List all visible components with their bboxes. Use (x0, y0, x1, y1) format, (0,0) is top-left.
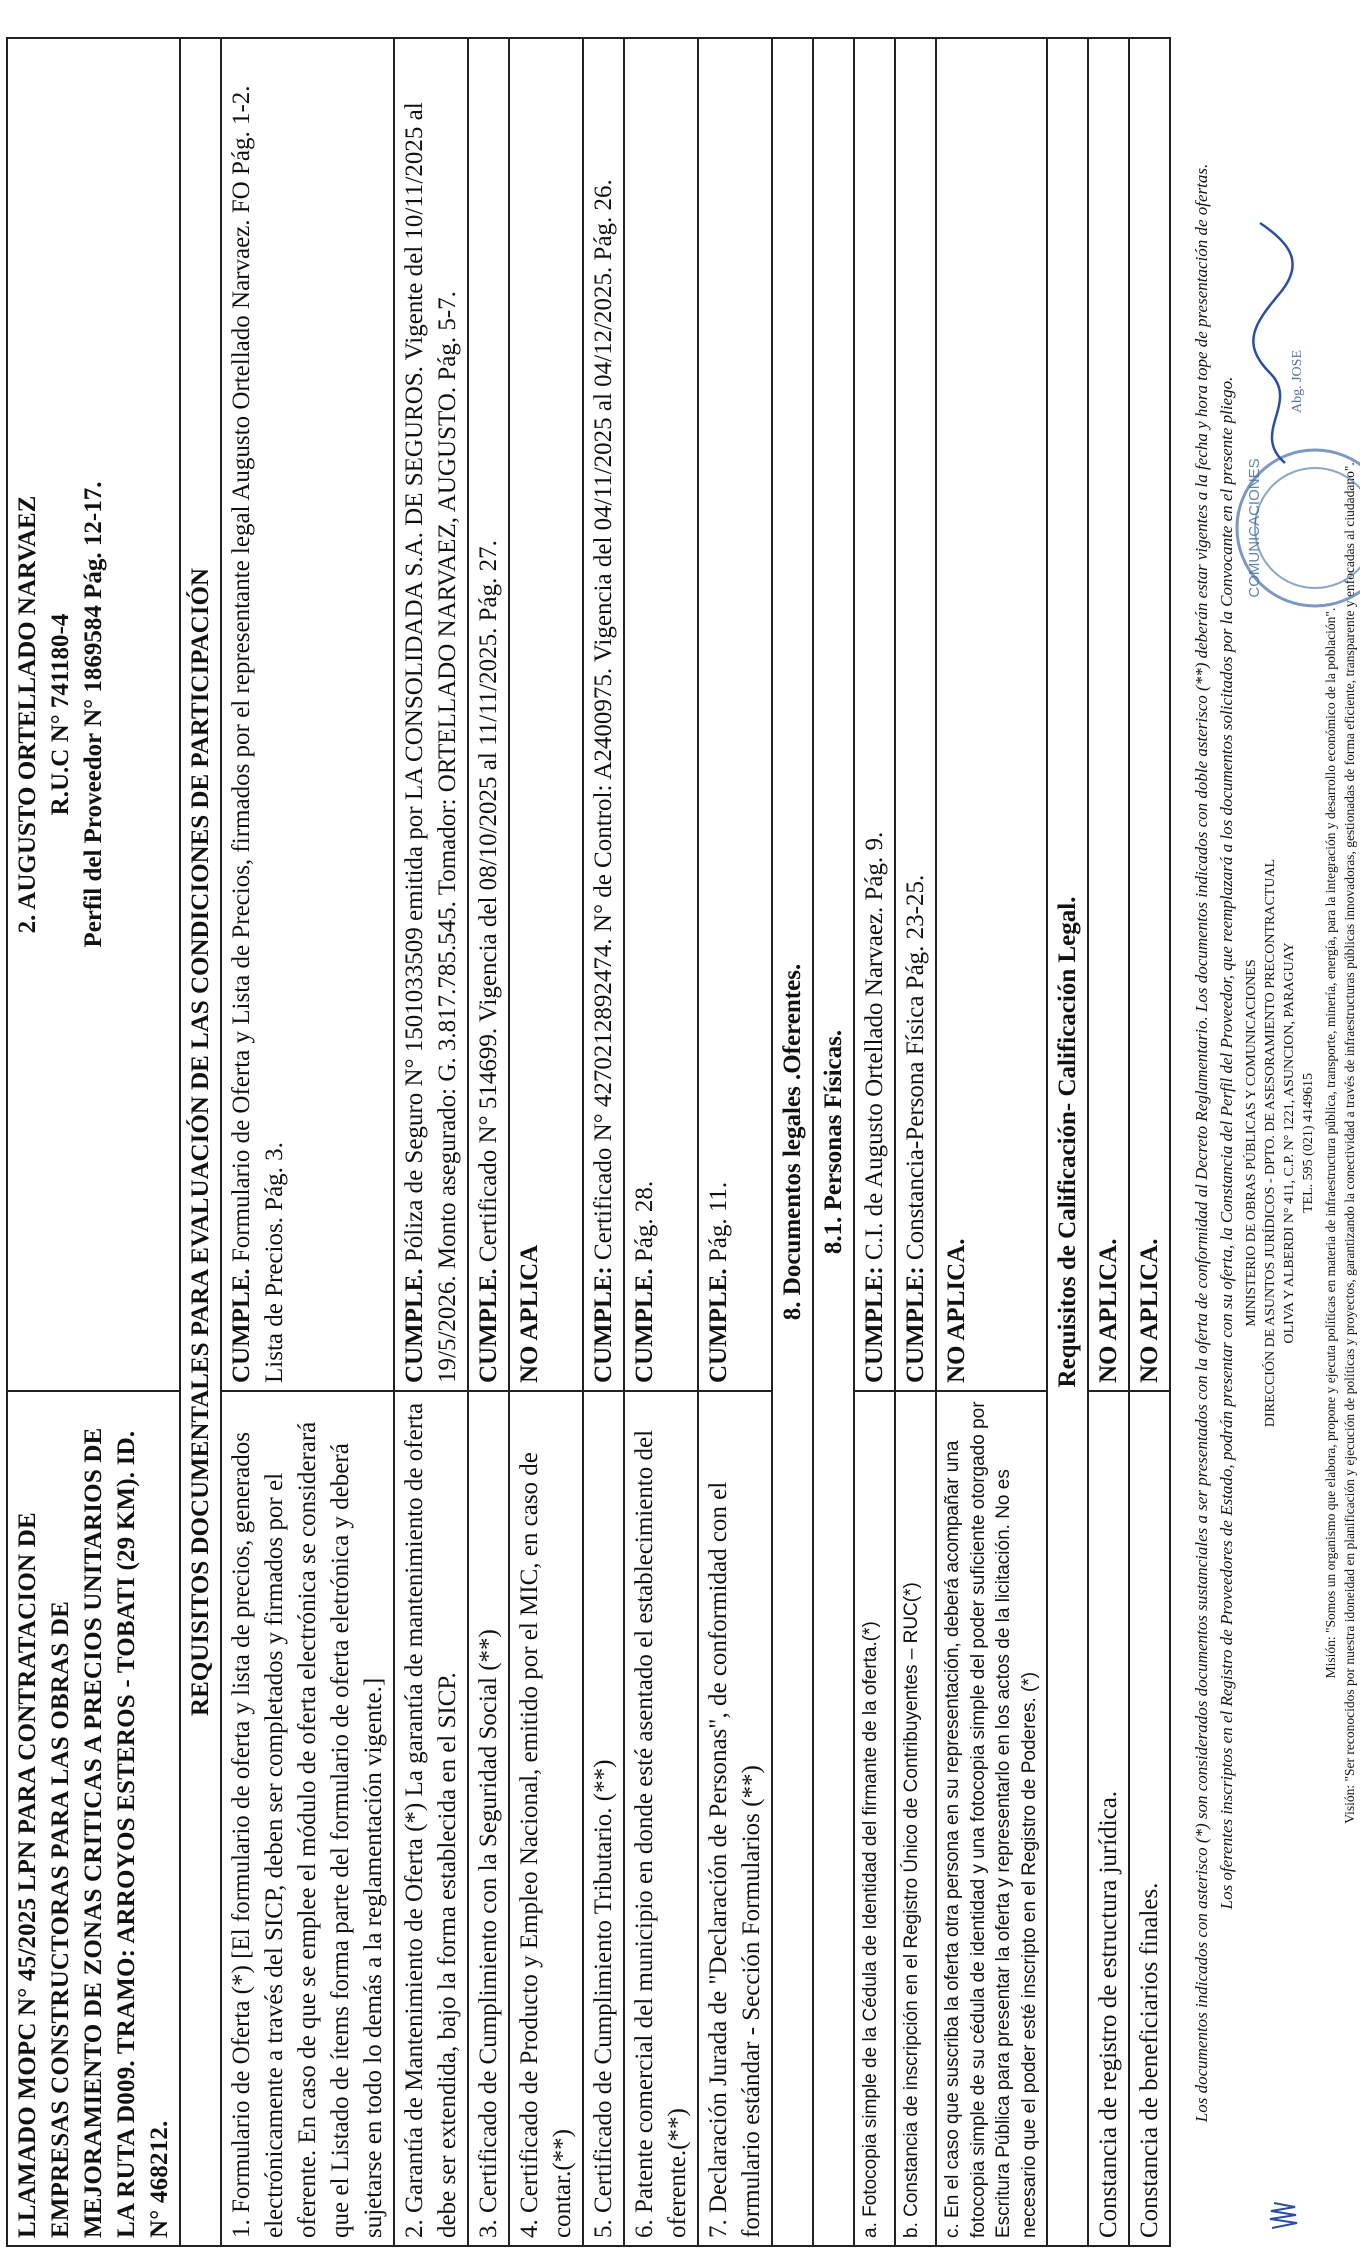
stamp-text: COMUNICACIONES (1246, 458, 1263, 598)
result-detail: Póliza de Seguro N° 1501033509 emitida por LA CONSOLIDADA S.A. DE SEGUROS. Vigente del 10/11/2025 al 19/5/2026. Monto asegurado: G. 3.817.785.545. Tomador: ORTELLADO NARVAEZ, AUGUSTO. Pág. 5-7. (401, 102, 461, 1383)
persons-title: 8.1. Personas Físicas. (813, 38, 854, 2246)
status-label: CUMPLE: (590, 1266, 617, 1383)
result-cell (509, 38, 583, 1391)
phone-number: TEL. 595 (021) 4149615 (1300, 1073, 1316, 1213)
department-name: DIRECCIÓN DE ASUNTOS JURÍDICOS - DPTO. DE ASESORAMIENTO PRECONTRACTUAL (1263, 858, 1279, 1428)
table-row (624, 38, 698, 2246)
result-detail: Certificado N° 4270212892474. N° de Control: A2400975. Vigencia del 04/11/2025 al 04/12/2025. Pág. 26. (590, 179, 617, 1267)
status-label: NO APLICA. (1094, 1238, 1122, 1383)
table-row (854, 38, 895, 2246)
requirement-cell: Constancia de registro de estructura jurídica. (1088, 1391, 1129, 2246)
requirement-cell: 2. Garantía de Mantenimiento de Oferta (*) La garantía de mantenimiento de oferta debe ser extendida, bajo la forma establecida en el SICP. (394, 1391, 468, 2246)
handwritten-signature-icon (1245, 213, 1305, 473)
requirement-cell: Constancia de beneficiarios finales. (1129, 1391, 1170, 2246)
result-detail: Pág. 11. (705, 1181, 732, 1269)
vision-text: Visión: "Ser reconocidos por nuestra idoneidad en planificación y ejecución de políticas y proyectos, garantizando la conectividad a través de infraestructuras públicas innovadoras, gestionadas de forma eficiente, transparente y enfocadas al ciudadano". (1342, 462, 1358, 1824)
status-label: CUMPLE. (475, 1268, 502, 1383)
result-detail: Certificado N° 514699. Vigencia del 08/10/2025 al 11/11/2025. Pág. 27. (475, 540, 502, 1269)
result-cell (468, 38, 509, 1391)
scribble-mark-icon (1262, 2173, 1302, 2233)
registry-note: Los oferentes inscriptos en el Registro de Proveedores de Estado, podrán presentar con su oferta, la Constancia del Perfil del Proveedor, que reemplazará a los documentos solicitados por la Convocante en el presente pliego. (1216, 376, 1236, 1910)
section-title: REQUISITOS DOCUMENTALES PARA EVALUACIÓN DE LAS CONDICIONES DE PARTICIPACIÓN (180, 38, 221, 2246)
result-detail: Formulario de Oferta y Lista de Precios, firmados por el representante legal Augusto Ortellado Narvaez. FO Pág. 1-2. Lista de Precios. Pág. 3. (228, 85, 288, 1383)
ministry-name: MINISTERIO DE OBRAS PÚBLICAS Y COMUNICACIONES (1244, 959, 1260, 1327)
status-label: CUMPLE: (902, 1266, 929, 1383)
result-detail: C.I. de Augusto Ortellado Narvaez. Pág. 9. (861, 831, 888, 1267)
qualification-title: Requisitos de Calificación- Calificación Legal. (1047, 38, 1088, 2246)
header-row (7, 38, 180, 2246)
requirement-cell: b. Constancia de inscripción en el Registro Único de Contribuyentes – RUC(*) (895, 1391, 936, 2246)
status-label: CUMPLE. (705, 1268, 732, 1383)
status-label: NO APLICA. (1135, 1238, 1163, 1383)
result-cell (854, 38, 895, 1391)
bidder-profile: Perfil del Proveedor N° 1869584 Pág. 12-17. (80, 481, 107, 948)
status-label: NO APLICA (516, 1244, 543, 1383)
result-cell (698, 38, 772, 1391)
status-label: NO APLICA. (943, 1238, 970, 1383)
table-row (468, 38, 509, 2246)
legal-docs-title: 8. Documentos legales .Oferentes. (772, 38, 813, 2246)
result-cell (624, 38, 698, 1391)
table-row (1129, 38, 1170, 2246)
table-row (895, 38, 936, 2246)
result-cell (895, 38, 936, 1391)
status-label: CUMPLE. (631, 1268, 658, 1383)
table-row (936, 38, 1047, 2246)
requirement-cell: a. Fotocopia simple de la Cédula de Identidad del firmante de la oferta.(*) (854, 1391, 895, 2246)
requirement-cell: c. En el caso que suscriba la oferta otra persona en su representación, deberá acompañar una fotocopia simple de su cédula de identidad y una fotocopia simple del poder suficiente otorgado por Escritura Pública para presentar la oferta y representarlo en los actos de la licitación. No es necesario que el poder esté inscripto en el Registro de Poderes. (*) (936, 1391, 1047, 2246)
table-row (583, 38, 624, 2246)
mission-vision (1321, 39, 1360, 2247)
status-label: CUMPLE. (228, 1268, 255, 1383)
requirement-cell: 4. Certificado de Producto y Empleo Nacional, emitido por el MIC, en caso de contar.(**) (509, 1391, 583, 2246)
status-label: CUMPLE: (861, 1266, 888, 1383)
bidder-ruc: R.U.C N° 741180-4 (47, 613, 74, 816)
result-cell (1088, 38, 1129, 1391)
result-cell (1129, 38, 1170, 1391)
result-detail: Pág. 28. (631, 1180, 658, 1269)
asterisk-note: Los documentos indicados con asterisco (*) son considerados documentos sustanciales a ser presentados con la oferta de conformidad al Decreto Reglamentario. Los documentos indicados con doble asterisco (**) deberán estar vigentes a la fecha y hora tope de presentación de ofertas. (1192, 163, 1211, 2123)
requirement-cell: 7. Declaración Jurada de "Declaración de Personas", de conformidad con el formulario estándar - Sección Formularios (**) (698, 1391, 772, 2246)
requirement-cell: 5. Certificado de Cumplimiento Tributario. (**) (583, 1391, 624, 2246)
mission-text: Misión: "Somos un organismo que elabora, propone y ejecuta políticas en materia de infraestructura pública, transporte, minería, energía, para la integración y desarrollo económico de la población". (1322, 607, 1338, 1679)
result-cell (221, 38, 394, 1391)
bidder-name: 2. AUGUSTO ORTELLADO NARVAEZ (14, 495, 41, 934)
call-title: LLAMADO MOPC N° 45/2025 LPN PARA CONTRATACION DE EMPRESAS CONSTRUCTORAS PARA LAS OBRAS DE MEJORAMIENTO DE ZONAS CRITICAS A PRECIOS UNITARIOS DE LA RUTA D009. TRAMO: ARROYOS ESTEROS - TOBATI (29 KM). ID. N° 468212. (7, 1391, 180, 2246)
table-row (394, 38, 468, 2246)
result-cell (394, 38, 468, 1391)
table-row (509, 38, 583, 2246)
result-detail: Constancia-Persona Física Pág. 23-25. (902, 874, 929, 1267)
table-row (221, 38, 394, 2246)
evaluation-table (6, 37, 1171, 2247)
street-address: OLIVA Y ALBERDI N° 411, C.P. N° 1221, ASUNCION, PARAGUAY (1282, 942, 1298, 1344)
result-cell (936, 38, 1047, 1391)
table-row (1088, 38, 1129, 2246)
requirement-cell: 6. Patente comercial del municipio en donde esté asentado el establecimiento del oferente.(**) (624, 1391, 698, 2246)
table-row (698, 38, 772, 2246)
requirement-cell: 3. Certificado de Cumplimiento con la Seguridad Social (**) (468, 1391, 509, 2246)
status-label: CUMPLE. (401, 1268, 428, 1383)
result-cell (583, 38, 624, 1391)
requirement-cell: 1. Formulario de Oferta (*) [El formulario de oferta y lista de precios, generados electrónicamente a través del SICP, deben ser completados y firmados por el oferente. En caso de que se emplee el módulo de oferta electrónica se considerará que el Listado de ítems forma parte del formulario de oferta eletrónica y deberá sujetarse en todo lo demás a la reglamentación vigente.] (221, 1391, 394, 2246)
bidder-header (7, 38, 180, 1391)
signature-text: Abg. JOSE (1290, 349, 1305, 413)
